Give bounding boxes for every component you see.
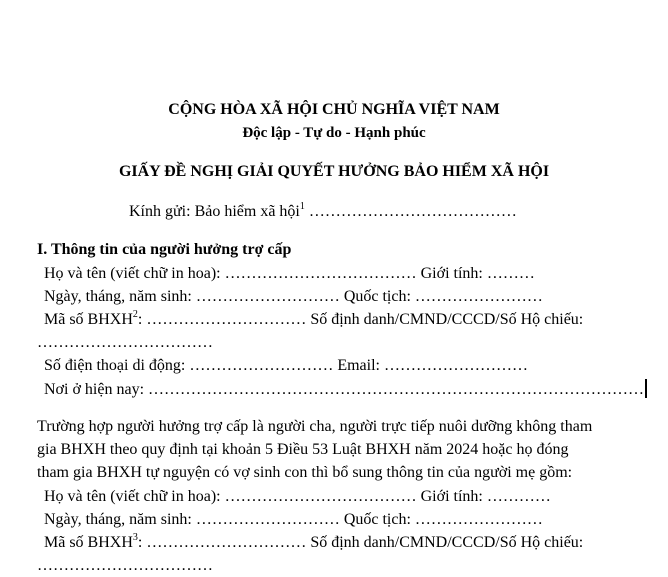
nation-title: CỘNG HÒA XÃ HỘI CHỦ NGHĨA VIỆT NAM [168, 101, 500, 118]
mother-paragraph-line-1: Trường hợp người hưởng trợ cấp là người cha, người trực tiếp nuôi dưỡng không tham [37, 418, 593, 435]
motto: Độc lập - Tự do - Hạnh phúc [242, 125, 426, 141]
footnote-2: 2 [132, 308, 138, 320]
form-title: GIẤY ĐỀ NGHỊ GIẢI QUYẾT HƯỞNG BẢO HIỂM XÃ HỘI [118, 163, 550, 180]
applicant-address-row[interactable] [44, 379, 647, 400]
applicant-name-row[interactable]: Họ và tên (viết chữ in hoa): ……………………………… Giới tính: ……… [44, 265, 535, 282]
footnote-1: 1 [299, 200, 305, 212]
mother-dob-row[interactable]: Ngày, tháng, năm sinh: ……………………… Quốc tịch: …………………… [44, 511, 543, 528]
mother-bhxh-row[interactable] [44, 533, 583, 553]
applicant-phone-email-row[interactable]: Số điện thoại di động: ……………………… Email: ……………………… [44, 357, 528, 374]
mother-id-continued[interactable]: …………………………… [37, 557, 213, 574]
bhxh-fields[interactable]: : ………………………… Số định danh/CMND/CCCD/Số Hộ chiếu: [137, 311, 584, 328]
mother-paragraph-line-3: tham gia BHXH tự nguyện có vợ sinh con thì bổ sung thông tin của người mẹ gồm: [37, 464, 573, 481]
bhxh-label: Mã số BHXH [44, 311, 133, 328]
mother-bhxh-label: Mã số BHXH [44, 534, 133, 551]
mother-bhxh-fields[interactable]: : ………………………… Số định danh/CMND/CCCD/Số Hộ chiếu: [137, 534, 584, 551]
section1-title: I. Thông tin của người hưởng trợ cấp [37, 241, 292, 258]
applicant-id-continued[interactable]: …………………………… [37, 334, 213, 351]
applicant-bhxh-row[interactable] [44, 310, 583, 330]
applicant-dob-row[interactable]: Ngày, tháng, năm sinh: ……………………… Quốc tịch: …………………… [44, 288, 543, 305]
mother-name-row[interactable]: Họ và tên (viết chữ in hoa): ……………………………… Giới tính: ………… [44, 488, 551, 505]
recipient-line [129, 202, 517, 222]
address-text[interactable]: Nơi ở hiện nay: ………………………………………………………………………………… [44, 381, 645, 398]
recipient-dots[interactable]: ………………………………… [304, 203, 517, 220]
recipient-label: Kính gửi: Bảo hiểm xã hội [129, 203, 300, 220]
footnote-3: 3 [132, 531, 138, 543]
mother-paragraph-line-2: gia BHXH theo quy định tại khoản 5 Điều 53 Luật BHXH năm 2024 hoặc họ đóng [37, 441, 569, 458]
text-cursor [645, 379, 647, 398]
